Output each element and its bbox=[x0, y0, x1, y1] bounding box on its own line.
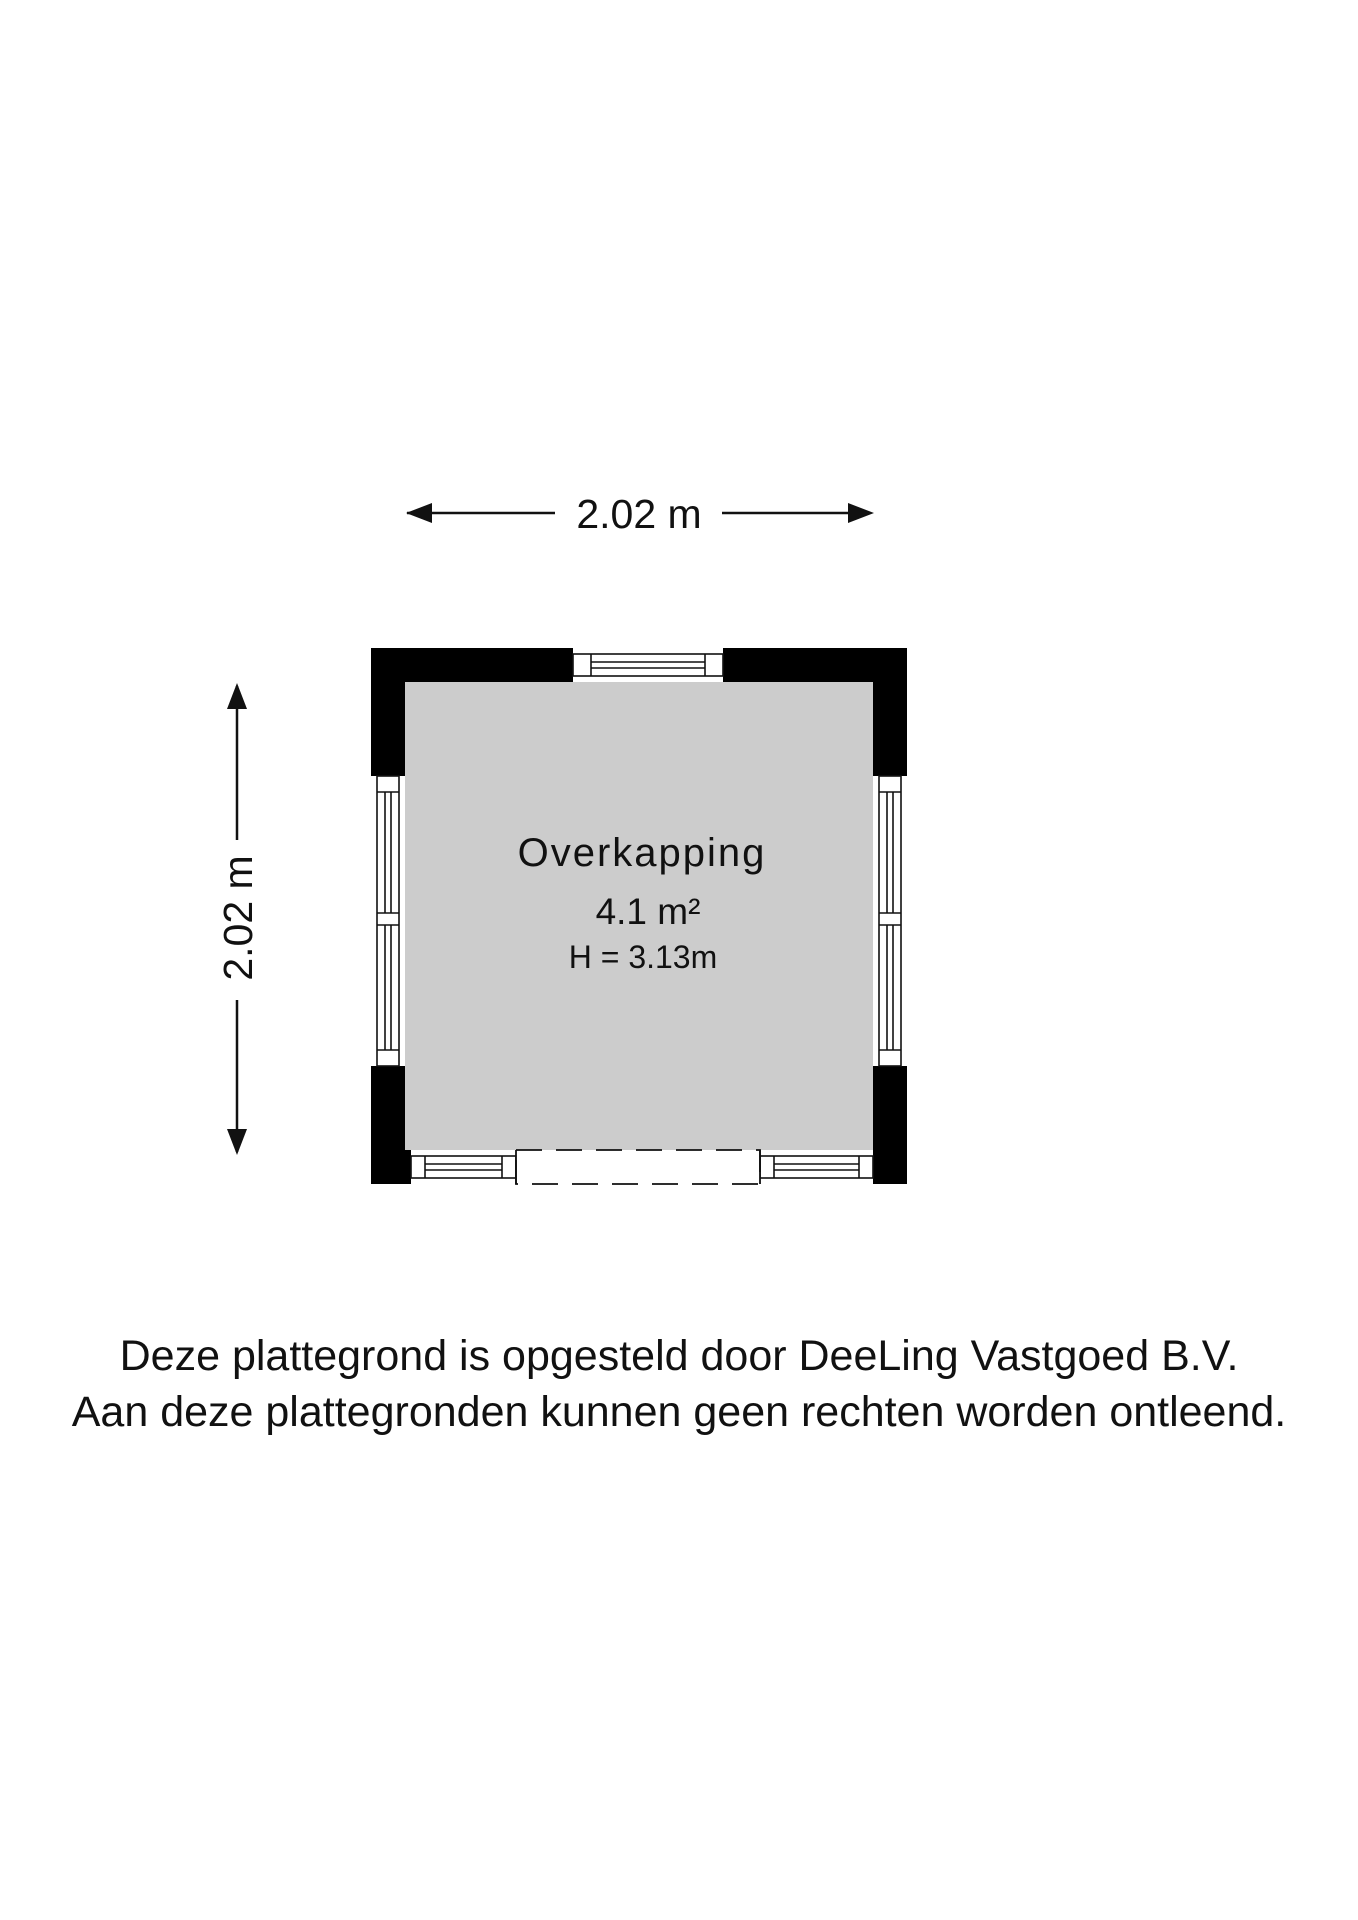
window-left bbox=[377, 776, 399, 1066]
room-height: H = 3.13m bbox=[568, 939, 718, 975]
width-dimension bbox=[406, 491, 874, 537]
wall-bottom-left-post bbox=[371, 1150, 411, 1184]
height-arrow-bottom-icon bbox=[227, 1129, 247, 1155]
window-top bbox=[573, 654, 723, 676]
open-entrance bbox=[516, 1150, 760, 1184]
disclaimer-line-2: Aan deze plattegronden kunnen geen rechten worden ontleend. bbox=[71, 1388, 1287, 1436]
wall-right-top bbox=[873, 648, 907, 776]
window-bottom-left bbox=[411, 1156, 516, 1178]
width-label: 2.02 m bbox=[576, 491, 702, 537]
window-bottom-right bbox=[760, 1156, 873, 1178]
height-label: 2.02 m bbox=[215, 855, 261, 981]
disclaimer bbox=[0, 1328, 1358, 1440]
wall-bottom-right-post bbox=[873, 1150, 907, 1184]
width-arrow-left-icon bbox=[406, 503, 432, 523]
disclaimer-line-1: Deze plattegrond is opgesteld door DeeLing Vastgoed B.V. bbox=[119, 1332, 1239, 1380]
height-dimension bbox=[215, 683, 261, 1155]
room-name: Overkapping bbox=[517, 831, 767, 875]
width-arrow-right-icon bbox=[848, 503, 874, 523]
window-right bbox=[879, 776, 901, 1066]
wall-left-top bbox=[371, 648, 405, 776]
height-arrow-top-icon bbox=[227, 683, 247, 709]
room-area: 4.1 m² bbox=[595, 891, 701, 932]
